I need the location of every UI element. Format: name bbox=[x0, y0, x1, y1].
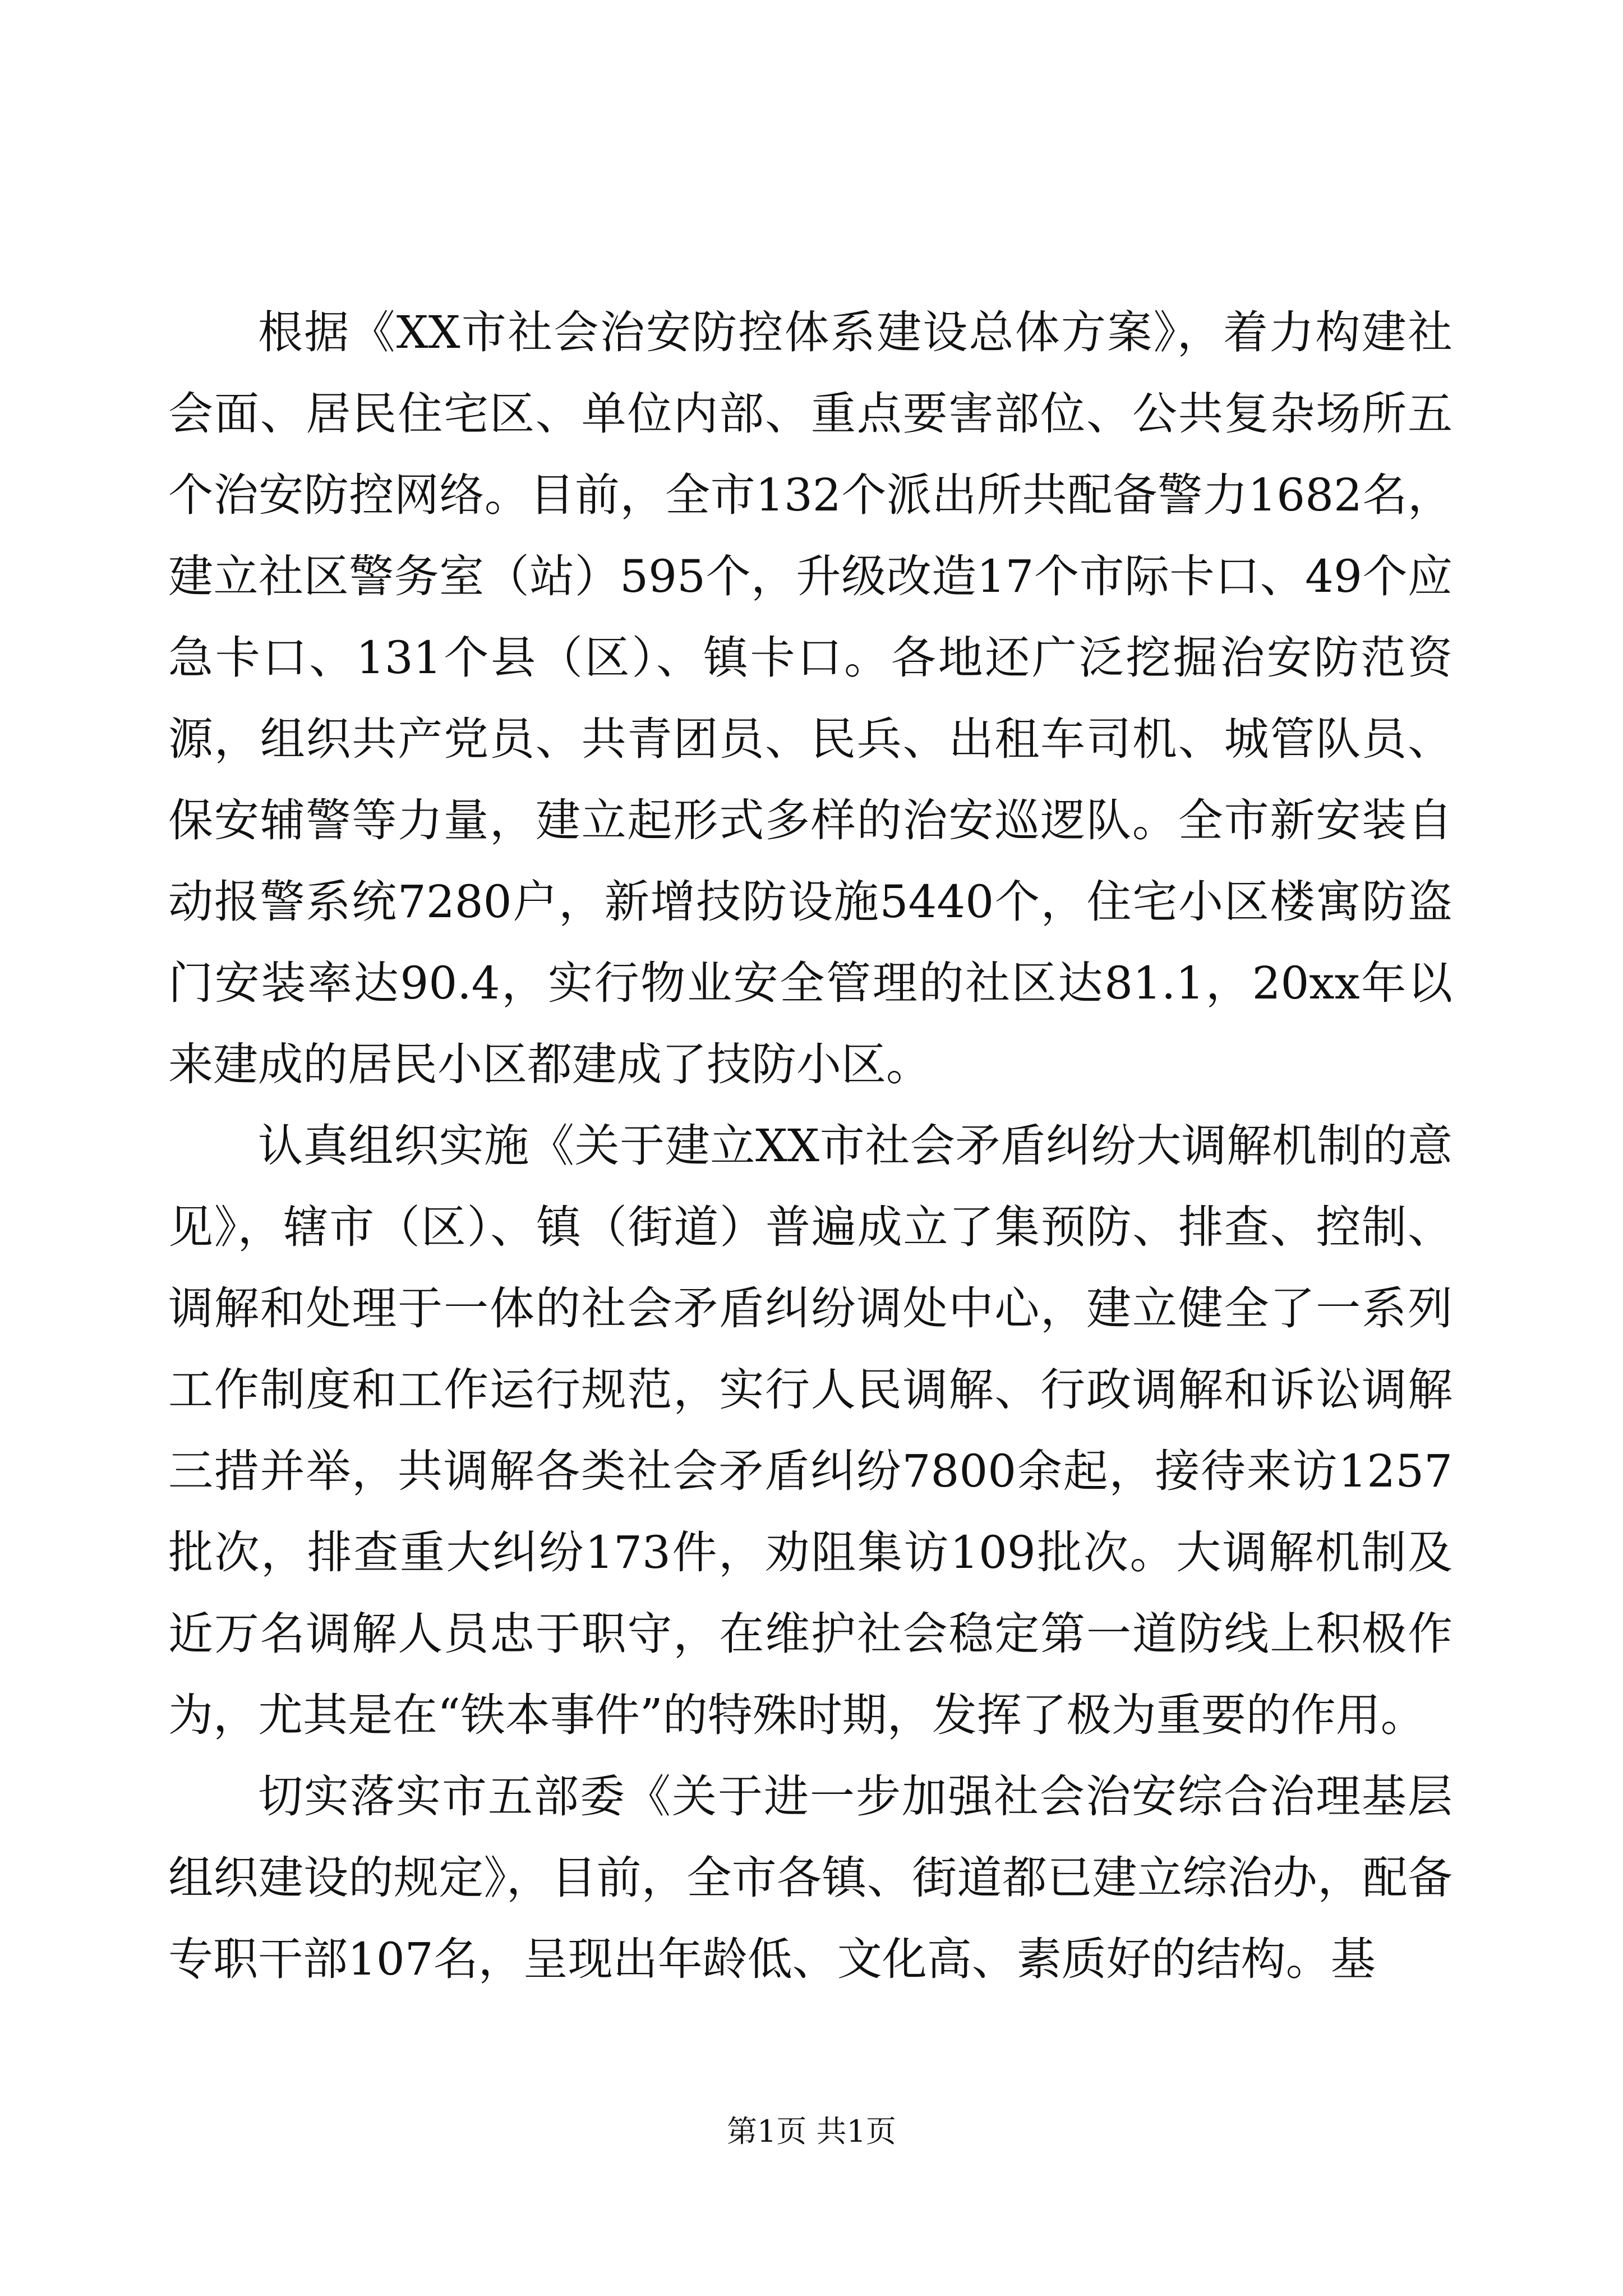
paragraph-grassroots-organization: 切实落实市五部委《关于进一步加强社会治安综合治理基层组织建设的规定》，目前，全市各镇、街道都已建立综治办，配备专职干部107名，呈现出年龄低、文化高、素质好的结构。基 bbox=[168, 1770, 1453, 1985]
page-number-label: 第1页 共1页 bbox=[727, 2114, 896, 2149]
page-footer bbox=[0, 2109, 1623, 2154]
document-body bbox=[168, 292, 1453, 2000]
paragraph-dispute-mediation: 认真组织实施《关于建立XX市社会矛盾纠纷大调解机制的意见》，辖市（区）、镇（街道）普遍成立了集预防、排查、控制、调解和处理于一体的社会矛盾纠纷调处中心，建立健全了一系列工作制度和工作运行规范，实行人民调解、行政调解和诉讼调解三措并举，共调解各类社会矛盾纠纷7800余起，接待来访1257批次，排查重大纠纷173件，劝阻集访109批次。大调解机制及近万名调解人员忠于职守，在维护社会稳定第一道防线上积极作为，尤其是在“铁本事件”的特殊时期，发挥了极为重要的作用。 bbox=[168, 1120, 1453, 1741]
paragraph-public-security-network: 根据《XX市社会治安防控体系建设总体方案》，着力构建社会面、居民住宅区、单位内部、重点要害部位、公共复杂场所五个治安防控网络。目前，全市132个派出所共配备警力1682名，建立社区警务室（站）595个，升级改造17个市际卡口、49个应急卡口、131个县（区）、镇卡口。各地还广泛挖掘治安防范资源，组织共产党员、共青团员、民兵、出租车司机、城管队员、保安辅警等力量，建立起形式多样的治安巡逻队。全市新安装自动报警系统7280户，新增技防设施5440个，住宅小区楼寓防盗门安装率达90.4，实行物业安全管理的社区达81.1，20xx年以来建成的居民小区都建成了技防小区。 bbox=[168, 306, 1453, 1091]
